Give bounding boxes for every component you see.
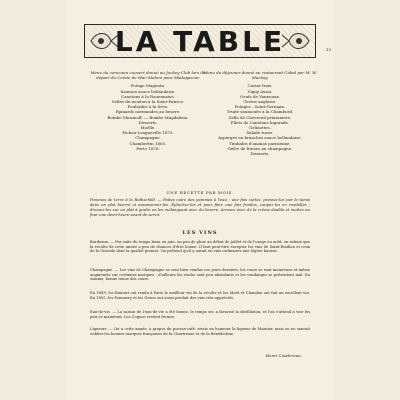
page-number: 13 — [325, 47, 331, 52]
author-signature: Henri Coudereau. — [265, 353, 302, 358]
menu-right-item: Gelinottes. — [248, 125, 271, 131]
menu-right-item: Filets de Canetons bigarade. — [230, 119, 290, 125]
recipe-heading: UNE RECETTE PAR MOIS. — [166, 190, 234, 195]
page-title: LA TABLE — [114, 25, 286, 58]
recipe-text: Pommes de terre à la Rothschild. — Faites cuire des pommes à l'eau ; une fois cuites, pressez-les par le tamis dans un plat beurré et assaisonnez-les. Épluchez-les et pour finir, une fois froides, coupez-les en rondelles ; dressez-les sur un plat à gratin en les mélangeant avec du beurre. Arrosez avec de la crème double et mettez au four une demi-heure avant de servir. — [90, 197, 310, 217]
menu-left-item: Champagne. — [135, 135, 161, 141]
menu-right-item: Timbales d'ananas parisienne. — [229, 140, 291, 146]
menu-right-item: Salade russe. — [246, 130, 274, 136]
menu-right-item: Truite saumonée à la Chambord. — [226, 109, 294, 115]
menu-right-item: Desserts. — [250, 151, 270, 157]
title-banner — [84, 24, 331, 58]
menu-right-item: Selle de Chevreuil printanière. — [228, 114, 292, 120]
magazine-page — [66, 0, 334, 400]
menu-right-item: Potages : Saint-Germain. — [234, 104, 286, 110]
menu-right-item: Gelée de fraises au champagne. — [227, 145, 293, 151]
menu-left — [88, 70, 208, 151]
menu-left-item: Pichon-Longueville 1875. — [122, 130, 174, 136]
menu-right — [200, 70, 320, 156]
menu-left-item: Canetons à la Rouennaise. — [121, 93, 175, 99]
menu-left-item: Epinards normandes au beurre. — [115, 109, 181, 115]
menu-right-intro: Menu du déjeuner donné au restaurant Cabal par M. W. Mackay. — [203, 70, 317, 81]
menu-left-item: Selles de mouton à la Saint-Patrice. — [111, 99, 185, 105]
wines-paragraph: Champagne. — Les vins de Champagne se sont bien vendus ces jours derniers, les cours se sont maintenus et même augmentés sur certaines marques ; d'ailleurs les stocks sont peu abondants et les vendanges se présentent mal. En somme, bonne tenue des cours. — [90, 268, 310, 282]
wines-paragraph: En 1889, les Ruinart ont rendu à Paris le meilleur vin de la récolte et les Moët et Chandon ont fait un excellent vin. En 1895, les Pommery et les Greno ont aussi produit des vins très appréciés. — [90, 291, 310, 300]
wines-paragraph: Liqueurs. — On a cette année, à propos du pousse-café, remis en honneur la liqueur de Marnier, mais on ne saurait oublier les bonnes marques françaises de la Chartreuse et de la Bénédictine. — [90, 327, 310, 336]
menu-right-item: Asperges en branches sauce hollandaise. — [218, 135, 302, 141]
menu-right-item: Vigny Assai. — [247, 88, 273, 94]
menu-left-item: Moëlle. — [140, 125, 156, 131]
menu-left-item: Bombe Miramoff. — Bombe Magdalena. — [107, 114, 189, 120]
wines-paragraph: Eau-de-vie. — La saison de l'eau-de-vie a été bonne, le temps sec a favorisé la distillation, et l'on s'attend à voir les prix se maintenir. Les Cognac restent fermes. — [90, 310, 310, 319]
menu-left-item: Saumon sauce hollandaise. — [120, 88, 176, 94]
menu-left-intro: Menu du concours couvert donné au Jockey-Club lors du départ du Comte de Mac-Mahon pour Madagascar. — [90, 70, 206, 81]
menu-right-item: Oeufs de Vanneaux. — [239, 93, 281, 99]
menu-left-item: Potage Magenta. — [130, 83, 166, 89]
menu-left-item: Chambertin 1865. — [129, 140, 167, 146]
menu-right-item: Tortue anglaise. — [243, 99, 277, 105]
menu-right-item: Caviar frais. — [247, 83, 273, 89]
menu-left-item: Poulardes à la Sévo. — [127, 104, 169, 110]
menu-left-item: Desserts. — [138, 119, 158, 125]
menu-left-item: Porto 1876. — [136, 145, 160, 151]
wines-heading: LES VINS — [182, 230, 218, 236]
wines-paragraph: Bordeaux. — Par suite du temps beau en juin, un peu de pluie au début de juillet et de l'orage en août, on estime que la récolte de cette année a peu de chances d'être bonne. Il faut peut-être excepter les vins de Saint-Emilion et ceux de la Gironde dont la qualité promet. On prétend qu'il y aurait en vins ordinaires une légère hausse. — [90, 240, 310, 254]
